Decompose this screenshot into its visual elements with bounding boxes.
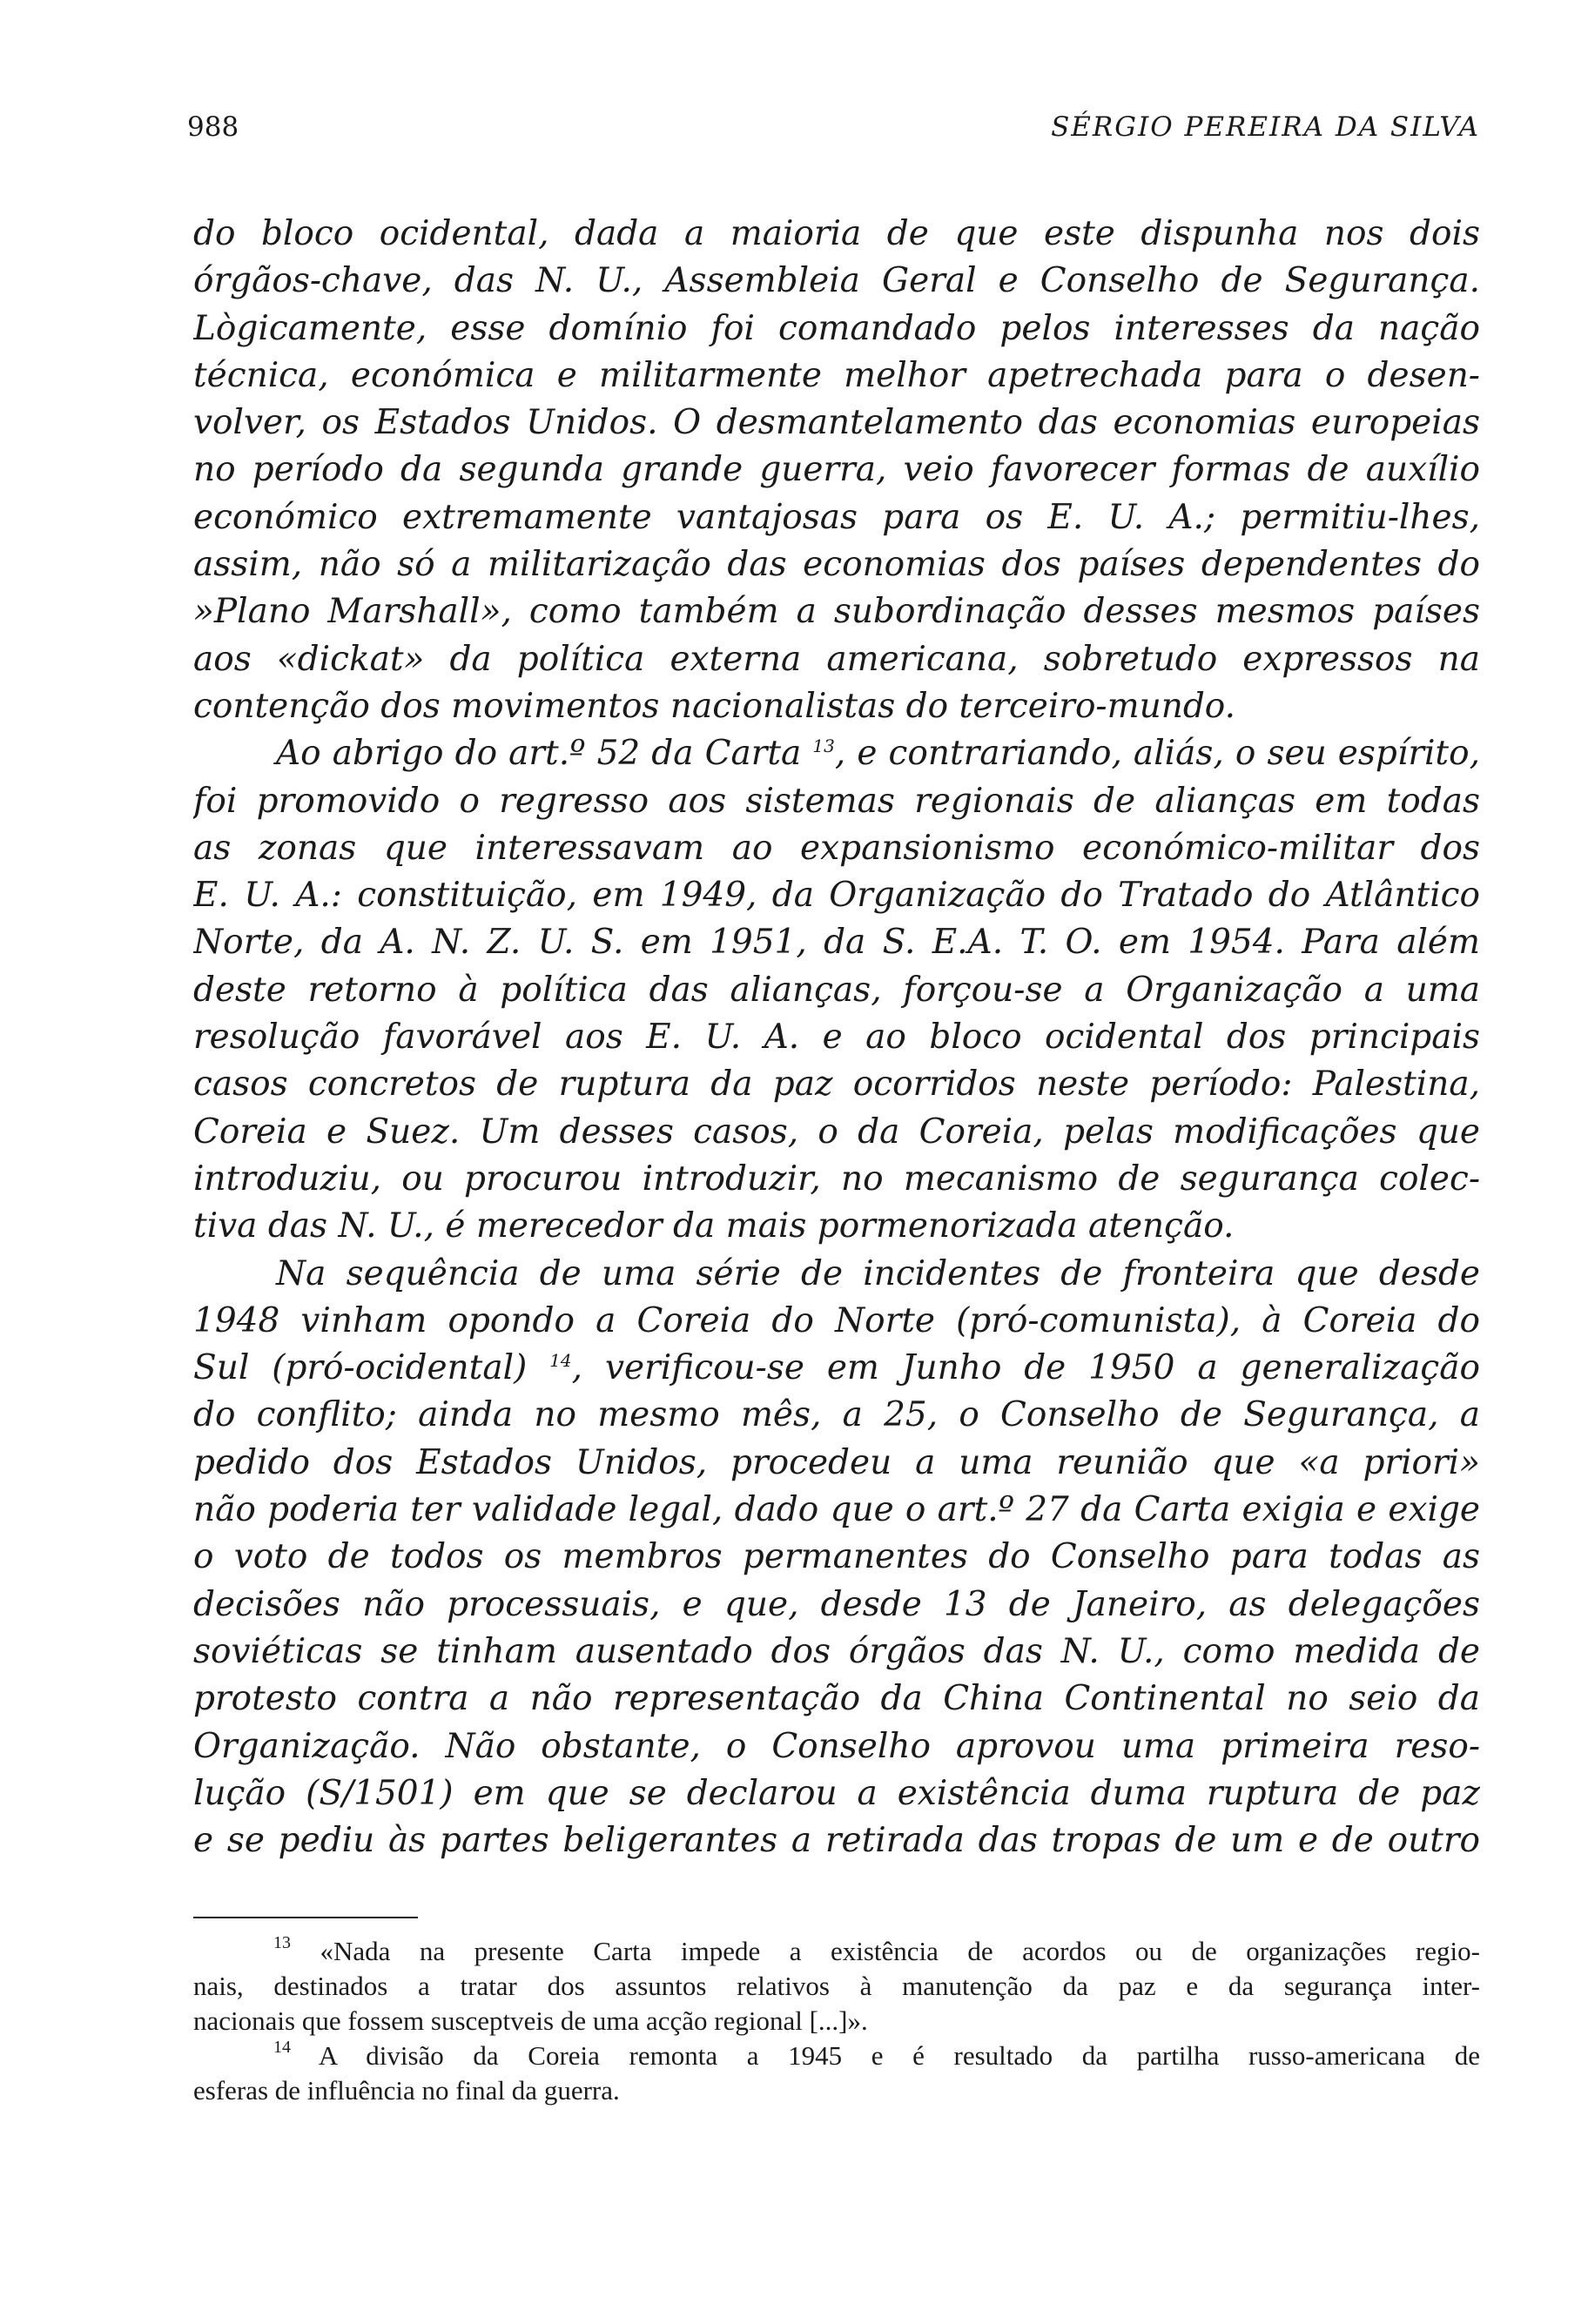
footnote-line bbox=[193, 1934, 1480, 1969]
page-number: 988 bbox=[187, 111, 239, 143]
text-line: Organização. Não obstante, o Conselho aprovou uma primeira reso- bbox=[193, 1726, 1480, 1766]
text-line: »Plano Marshall», como também a subordinação desses mesmos países bbox=[193, 592, 1480, 632]
text-line: as zonas que interessavam ao expansionismo económico-militar dos bbox=[193, 828, 1480, 868]
text-line: o voto de todos os membros permanentes do Conselho para todas as bbox=[193, 1537, 1480, 1577]
footnote-line: nais, destinados a tratar dos assuntos relativos à manutenção da paz e da segurança inter- bbox=[193, 1971, 1480, 2001]
footnote-number: 13 bbox=[273, 1934, 291, 1952]
text-fragment: Sul (pró-ocidental) bbox=[193, 1348, 528, 1388]
body-text bbox=[193, 211, 1480, 1864]
text-line: pedido dos Estados Unidos, procedeu a uma reunião que «a priori» bbox=[193, 1442, 1480, 1482]
text-line: Norte, da A. N. Z. U. S. em 1951, da S. E.A. T. O. em 1954. Para além bbox=[193, 923, 1480, 963]
paragraph-3 bbox=[193, 1251, 1480, 1865]
text-line: lução (S/1501) em que se declarou a existência duma ruptura de paz bbox=[193, 1773, 1480, 1813]
paragraph-1 bbox=[193, 211, 1480, 730]
text-fragment: , e contrariando, aliás, o seu espírito, bbox=[834, 734, 1480, 774]
paragraph-2 bbox=[193, 730, 1480, 1250]
footnote-line: nacionais que fossem susceptveis de uma acção regional [...]». bbox=[193, 2005, 868, 2036]
text-line bbox=[193, 1345, 1480, 1392]
footnotes bbox=[193, 1934, 1480, 2108]
text-line: no período da segunda grande guerra, veio favorecer formas de auxílio bbox=[193, 450, 1480, 490]
footnote-line bbox=[193, 2039, 1480, 2073]
text-line: do bloco ocidental, dada a maioria de que este dispunha nos dois bbox=[193, 214, 1480, 253]
text-fragment: A divisão da Coreia remonta a 1945 e é resultado da partilha russo-americana de bbox=[318, 2040, 1480, 2071]
footnote-divider bbox=[193, 1917, 418, 1918]
text-line: soviéticas se tinham ausentado dos órgãos das N. U., como medida de bbox=[193, 1631, 1480, 1671]
author-name: SÉRGIO PEREIRA DA SILVA bbox=[1051, 111, 1480, 143]
text-line: protesto contra a não representação da China Continental no seio da bbox=[193, 1679, 1480, 1719]
text-line: não poderia ter validade legal, dado que o art.º 27 da Carta exigia e exige bbox=[193, 1490, 1480, 1530]
text-line: económico extremamente vantajosas para os E. U. A.; permitiu-lhes, bbox=[193, 497, 1480, 537]
text-line: tiva das N. U., é merecedor da mais pormenorizada atenção. bbox=[193, 1206, 1235, 1246]
running-head bbox=[187, 111, 1480, 155]
text-line: Coreia e Suez. Um desses casos, o da Coreia, pelas modificações que bbox=[193, 1112, 1480, 1152]
text-line: e se pediu às partes beligerantes a retirada das tropas de um e de outro bbox=[193, 1821, 1480, 1861]
footnote-reference-13: 13 bbox=[812, 735, 835, 757]
text-line: foi promovido o regresso aos sistemas regionais de alianças em todas bbox=[193, 781, 1480, 821]
text-fragment: Ao abrigo do art.º 52 da Carta bbox=[276, 734, 802, 774]
text-line: casos concretos de ruptura da paz ocorridos neste período: Palestina, bbox=[193, 1065, 1480, 1105]
text-line: deste retorno à política das alianças, forçou-se a Organização a uma bbox=[193, 970, 1480, 1010]
text-fragment: , verificou-se em Junho de 1950 a generalização bbox=[571, 1348, 1480, 1388]
text-line: resolução favorável aos E. U. A. e ao bloco ocidental dos principais bbox=[193, 1018, 1480, 1058]
text-line: órgãos-chave, das N. U., Assembleia Geral e Conselho de Segurança. bbox=[193, 261, 1480, 301]
text-line bbox=[193, 730, 1480, 777]
text-fragment: «Nada na presente Carta impede a existência de acordos ou de organizações regio- bbox=[320, 1936, 1480, 1966]
text-line: introduziu, ou procurou introduzir, no mecanismo de segurança colec- bbox=[193, 1159, 1480, 1199]
footnote-13 bbox=[193, 1934, 1480, 2039]
footnote-14 bbox=[193, 2039, 1480, 2108]
text-line: 1948 vinham opondo a Coreia do Norte (pró-comunista), à Coreia do bbox=[193, 1300, 1480, 1340]
text-line: decisões não processuais, e que, desde 13 de Janeiro, as delegações bbox=[193, 1584, 1480, 1624]
footnote-number: 14 bbox=[273, 2039, 291, 2057]
text-line: aos «dickat» da política externa americana, sobretudo expressos na bbox=[193, 639, 1480, 679]
text-line: técnica, económica e militarmente melhor apetrechada para o desen- bbox=[193, 355, 1480, 395]
footnote-reference-14: 14 bbox=[549, 1350, 572, 1372]
text-line: E. U. A.: constituição, em 1949, da Organização do Tratado do Atlântico bbox=[193, 876, 1480, 916]
text-line: Lògicamente, esse domínio foi comandado pelos interesses da nação bbox=[193, 308, 1480, 348]
text-line: Na sequência de uma série de incidentes de fronteira que desde bbox=[276, 1253, 1480, 1293]
text-line: volver, os Estados Unidos. O desmantelamento das economias europeias bbox=[193, 403, 1480, 443]
text-line: assim, não só a militarização das economias dos países dependentes do bbox=[193, 545, 1480, 585]
text-line: do conflito; ainda no mesmo mês, a 25, o Conselho de Segurança, a bbox=[193, 1395, 1480, 1435]
text-line: contenção dos movimentos nacionalistas do terceiro-mundo. bbox=[193, 686, 1235, 726]
footnote-line: esferas de influência no final da guerra. bbox=[193, 2075, 620, 2106]
